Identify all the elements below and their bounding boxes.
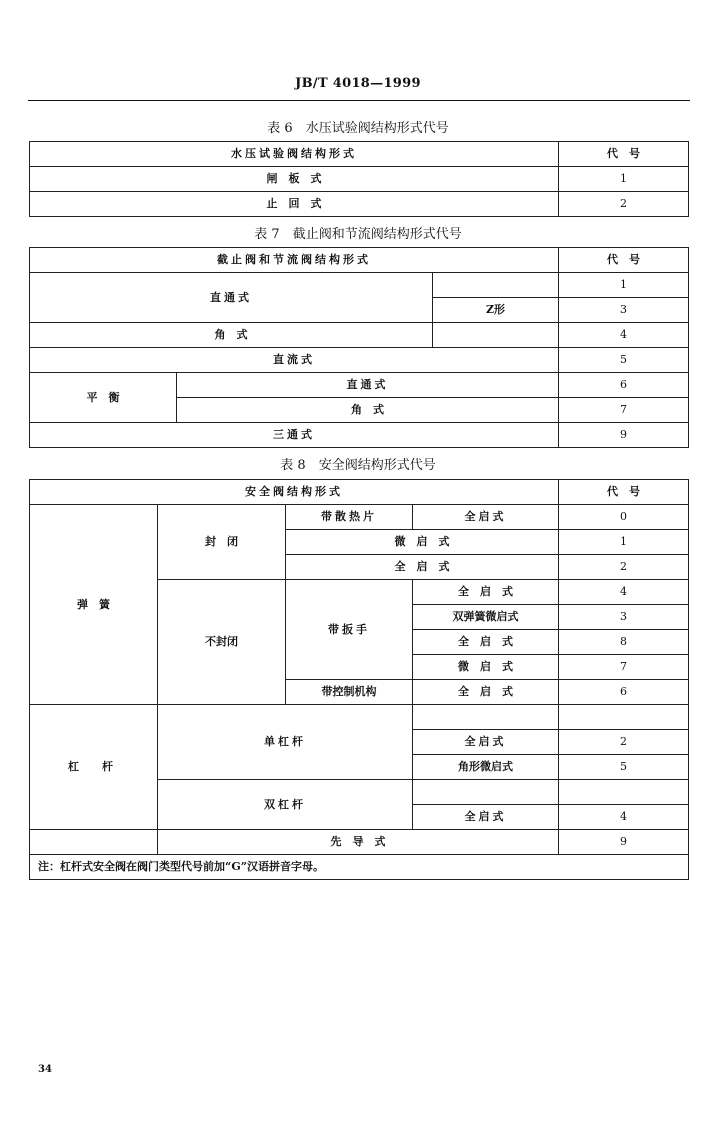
table-row bbox=[30, 323, 689, 348]
table7-code-cell: 4 bbox=[559, 323, 689, 348]
table-row bbox=[30, 855, 689, 880]
table7-empty-cell bbox=[433, 323, 559, 348]
table8-full-open-cell: 全启式 bbox=[413, 805, 559, 830]
table6-caption: 表 6 水压试验阀结构形式代号 bbox=[267, 121, 449, 136]
table8-code-cell: 3 bbox=[559, 605, 689, 630]
table7-direct-flow-cell: 直流式 bbox=[30, 348, 559, 373]
table8-full-open-cell: 全 启 式 bbox=[413, 630, 559, 655]
table6-form-cell: 闸 板 式 bbox=[30, 167, 559, 192]
table8-angle-micro-cell: 角形微启式 bbox=[413, 755, 559, 780]
table7-caption: 表 7 截止阀和节流阀结构形式代号 bbox=[254, 227, 462, 242]
table7-balance-cell: 平 衡 bbox=[30, 373, 177, 423]
table-row bbox=[30, 348, 689, 373]
table7-code-cell: 6 bbox=[559, 373, 689, 398]
table8-not-closed-cell: 不封闭 bbox=[158, 580, 286, 705]
table8-control-mechanism-cell: 带控制机构 bbox=[286, 680, 413, 705]
table7-code-cell: 3 bbox=[559, 298, 689, 323]
table8-pilot-cell: 先 导 式 bbox=[158, 830, 559, 855]
table8-code-cell: 5 bbox=[559, 755, 689, 780]
table7-z-shape-cell: Z形 bbox=[433, 298, 559, 323]
table8-code-cell: 7 bbox=[559, 655, 689, 680]
table8-code-cell: 4 bbox=[559, 580, 689, 605]
page-number: 34 bbox=[38, 1064, 52, 1075]
table8-code-cell: 1 bbox=[559, 530, 689, 555]
table7-header-code: 代 号 bbox=[559, 248, 689, 273]
table8-spring-cell: 弹 簧 bbox=[30, 505, 158, 705]
header-rule bbox=[28, 100, 690, 101]
table7-straight-cell: 直通式 bbox=[30, 273, 433, 323]
table-row bbox=[30, 505, 689, 530]
table7-code-cell: 1 bbox=[559, 273, 689, 298]
table8 bbox=[29, 479, 689, 880]
table8-micro-open-cell: 微 启 式 bbox=[286, 530, 559, 555]
table8-lever-cell: 杠 杆 bbox=[30, 705, 158, 830]
table6-form-cell: 止 回 式 bbox=[30, 192, 559, 217]
table6-code-cell: 2 bbox=[559, 192, 689, 217]
table8-code-cell: 9 bbox=[559, 830, 689, 855]
table8-full-open-cell: 全 启 式 bbox=[413, 580, 559, 605]
table8-caption: 表 8 安全阀结构形式代号 bbox=[280, 458, 436, 473]
table8-full-open-cell: 全启式 bbox=[413, 730, 559, 755]
table-row bbox=[30, 142, 689, 167]
table7-angle-cell: 角 式 bbox=[30, 323, 433, 348]
table7-code-cell: 7 bbox=[559, 398, 689, 423]
table8-full-open-cell: 全启式 bbox=[413, 505, 559, 530]
table-row bbox=[30, 248, 689, 273]
table8-double-spring-cell: 双弹簧微启式 bbox=[413, 605, 559, 630]
table8-empty-cell bbox=[413, 705, 559, 730]
table8-with-lever-cell: 带扳手 bbox=[286, 580, 413, 680]
table8-note: 注：杠杆式安全阀在阀门类型代号前加“G”汉语拼音字母。 bbox=[30, 855, 689, 880]
table7-balance-straight-cell: 直通式 bbox=[177, 373, 559, 398]
table8-single-lever-cell: 单杠杆 bbox=[158, 705, 413, 780]
table7-three-way-cell: 三通式 bbox=[30, 423, 559, 448]
table8-header-form: 安全阀结构形式 bbox=[30, 480, 559, 505]
table8-micro-open-cell: 微 启 式 bbox=[413, 655, 559, 680]
table-row bbox=[30, 167, 689, 192]
table7-balance-angle-cell: 角 式 bbox=[177, 398, 559, 423]
table-row bbox=[30, 830, 689, 855]
table8-full-open-cell: 全 启 式 bbox=[286, 555, 559, 580]
table7-code-cell: 9 bbox=[559, 423, 689, 448]
table8-empty-cell bbox=[413, 780, 559, 805]
table6-code-cell: 1 bbox=[559, 167, 689, 192]
table-row bbox=[30, 373, 689, 398]
table7 bbox=[29, 247, 689, 448]
table8-full-open-cell: 全 启 式 bbox=[413, 680, 559, 705]
table-row bbox=[30, 273, 689, 298]
table-row bbox=[30, 423, 689, 448]
table8-closed-cell: 封 闭 bbox=[158, 505, 286, 580]
table6 bbox=[29, 141, 689, 217]
table6-header-code: 代 号 bbox=[559, 142, 689, 167]
table-row bbox=[30, 705, 689, 730]
table8-heat-sink-cell: 带散热片 bbox=[286, 505, 413, 530]
table8-header-code: 代 号 bbox=[559, 480, 689, 505]
table8-empty-cell bbox=[30, 830, 158, 855]
table8-code-cell: 4 bbox=[559, 805, 689, 830]
table8-code-cell: 2 bbox=[559, 730, 689, 755]
table8-code-cell: 8 bbox=[559, 630, 689, 655]
table8-code-cell: 6 bbox=[559, 680, 689, 705]
table8-double-lever-cell: 双杠杆 bbox=[158, 780, 413, 830]
table-row bbox=[30, 192, 689, 217]
table-row bbox=[30, 480, 689, 505]
document-header: JB/T 4018—1999 bbox=[295, 76, 421, 91]
table8-empty-code-cell bbox=[559, 705, 689, 730]
table7-header-form: 截止阀和节流阀结构形式 bbox=[30, 248, 559, 273]
table6-header-form: 水压试验阀结构形式 bbox=[30, 142, 559, 167]
table7-empty-cell bbox=[433, 273, 559, 298]
table8-empty-code-cell bbox=[559, 780, 689, 805]
table8-code-cell: 0 bbox=[559, 505, 689, 530]
table8-code-cell: 2 bbox=[559, 555, 689, 580]
table7-code-cell: 5 bbox=[559, 348, 689, 373]
